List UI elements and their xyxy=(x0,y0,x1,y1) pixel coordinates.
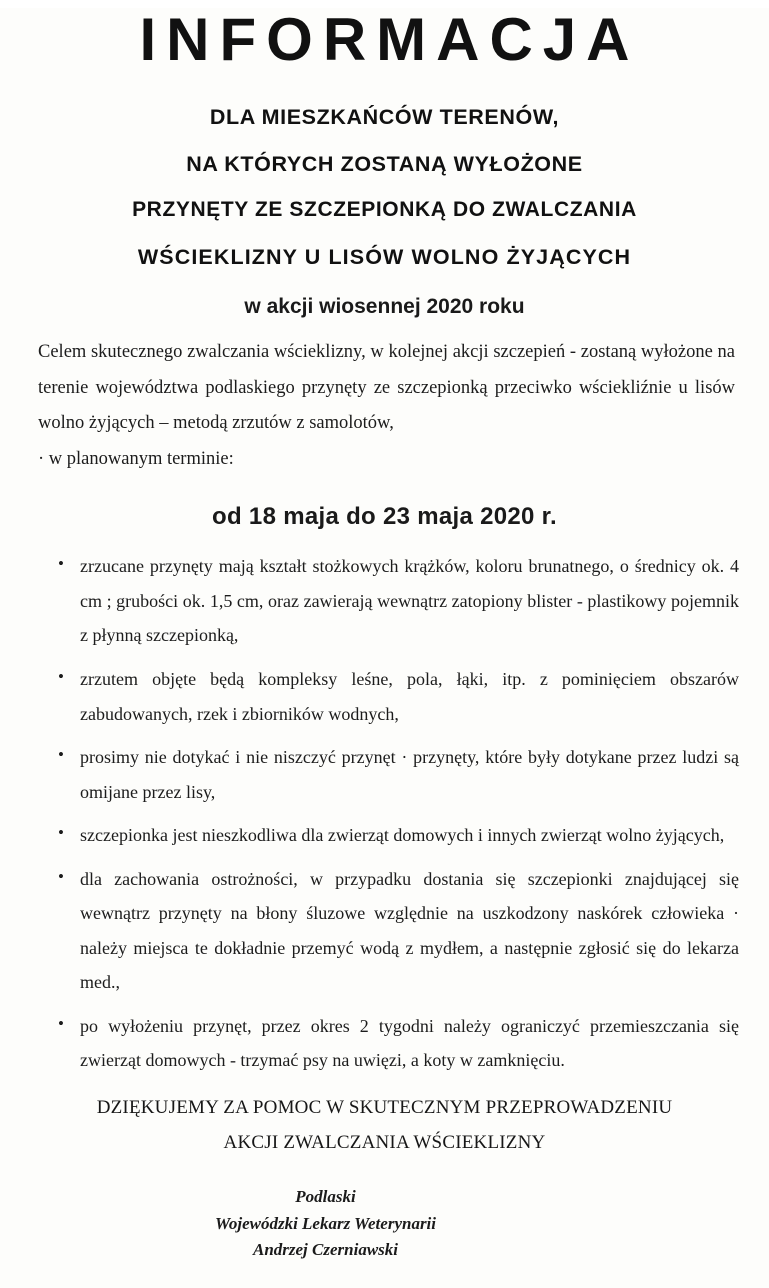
list-item: • zrzucane przynęty mają kształt stożkowych krążków, koloru brunatnego, o średnicy ok. 4 cm ; grubości ok. 1,5 cm, oraz zawierają wewnątrz zatopiony blister - plastikowy pojemnik z płynną szczepionką, xyxy=(56,549,739,653)
signature-line-2: Wojewódzki Lekarz Weterynarii xyxy=(215,1213,436,1233)
list-item: • prosimy nie dotykać i nie niszczyć przynęt · przynęty, które były dotykane przez ludzi są omijane przez lisy, xyxy=(56,740,739,809)
intro-block xyxy=(38,335,735,477)
poster-page xyxy=(0,8,769,1288)
subtitle-line-3: PRZYNĘTY ZE SZCZEPIONKĄ DO ZWALCZANIA xyxy=(132,198,637,222)
signature-line-3: Andrzej Czerniawski xyxy=(252,1239,398,1259)
intro-paragraph: Celem skutecznego zwalczania wścieklizny, w kolejnej akcji szczepień - zostaną wyłożone na terenie województwa podlaskiego przynęty ze szczepionką przeciwko wściekliźnie u lisów wolno żyjących – metodą zrzutów z samolotów, xyxy=(38,342,735,434)
list-item: • zrzutem objęte będą kompleksy leśne, pola, łąki, itp. z pominięciem obszarów zabudowanych, rzek i zbiorników wodnych, xyxy=(56,662,739,731)
list-item: • po wyłożeniu przynęt, przez okres 2 tygodni należy ograniczyć przemieszczania się zwierząt domowych - trzymać psy na uwięzi, a koty w zamknięciu. xyxy=(56,1009,739,1078)
subtitle-line-2: NA KTÓRYCH ZOSTANĄ WYŁOŻONE xyxy=(186,151,583,176)
subtitle-line-4: WŚCIEKLIZNY U LISÓW WOLNO ŻYJĄCYCH xyxy=(137,244,632,269)
thanks-line-1: DZIĘKUJEMY ZA POMOC W SKUTECZNYM PRZEPROWADZENIU xyxy=(96,1097,673,1119)
signature-line-1: Podlaski xyxy=(295,1187,356,1207)
intro-last-line: · w planowanym terminie: xyxy=(38,448,234,469)
bullet-list xyxy=(56,549,739,1078)
signature-block xyxy=(0,1184,651,1263)
list-item: • szczepionka jest nieszkodliwa dla zwierząt domowych i innych zwierząt wolno żyjących, xyxy=(56,818,739,853)
season-line: w akcji wiosennej 2020 roku xyxy=(244,295,525,319)
page-title: INFORMACJA xyxy=(139,6,640,73)
subtitle-block xyxy=(0,105,769,269)
list-item: • dla zachowania ostrożności, w przypadku dostania się szczepionki znajdującej się wewnątrz przynęty na błony śluzowe względnie na uszkodzony naskórek człowieka · należy miejsca te dokładnie przemyć wodą z mydłem, a następnie zgłosić się do lekarza med., xyxy=(56,862,739,1000)
date-range-line: od 18 maja do 23 maja 2020 r. xyxy=(212,503,557,531)
subtitle-line-1: DLA MIESZKAŃCÓW TERENÓW, xyxy=(209,105,560,129)
thanks-line-2: AKCJI ZWALCZANIA WŚCIEKLIZNY xyxy=(223,1132,546,1154)
thanks-block xyxy=(0,1090,769,1160)
